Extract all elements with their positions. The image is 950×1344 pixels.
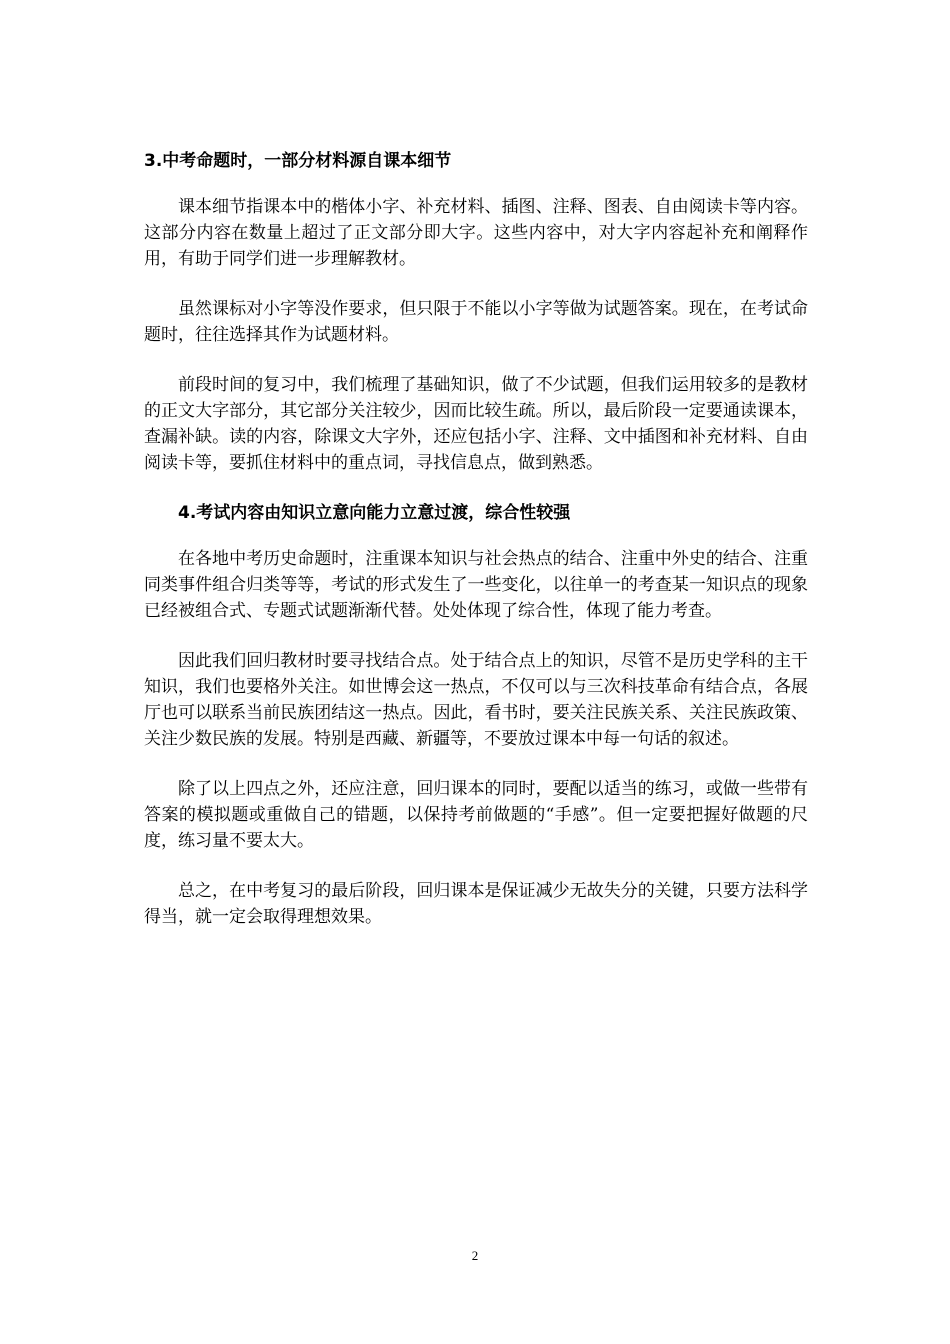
section-3-heading: 3.中考命题时，一部分材料源自课本细节 [144,151,452,171]
section-4-paragraph-4: 总之，在中考复习的最后阶段，回归课本是保证减少无故失分的关键，只要方法科学得当，就一定会取得理想效果。 [144,881,808,927]
section-4-paragraph-1: 在各地中考历史命题时，注重课本知识与社会热点的结合、注重中外史的结合、注重同类事件组合归类等等，考试的形式发生了一些变化，以往单一的考查某一知识点的现象已经被组合式、专题式试题渐渐代替。处处体现了综合性，体现了能力考查。 [144,549,808,621]
section-3-paragraph-1: 课本细节指课本中的楷体小字、补充材料、插图、注释、图表、自由阅读卡等内容。这部分内容在数量上超过了正文部分即大字。这些内容中，对大字内容起补充和阐释作用，有助于同学们进一步理解教材。 [144,197,808,269]
section-4-paragraph-2: 因此我们回归教材时要寻找结合点。处于结合点上的知识，尽管不是历史学科的主干知识，我们也要格外关注。如世博会这一热点，不仅可以与三次科技革命有结合点，各展厅也可以联系当前民族团结这一热点。因此，看书时，要关注民族关系、关注民族政策、关注少数民族的发展。特别是西藏、新疆等，不要放过课本中每一句话的叙述。 [144,651,808,749]
section-4-heading: 4.考试内容由知识立意向能力立意过渡，综合性较强 [178,503,571,523]
section-4-paragraph-3: 除了以上四点之外，还应注意，回归课本的同时，要配以适当的练习，或做一些带有答案的模拟题或重做自己的错题，以保持考前做题的“手感”。但一定要把握好做题的尺度，练习量不要太大。 [144,779,808,851]
section-3-paragraph-2: 虽然课标对小字等没作要求，但只限于不能以小字等做为试题答案。现在，在考试命题时，往往选择其作为试题材料。 [144,299,808,345]
section-3-paragraph-3: 前段时间的复习中，我们梳理了基础知识，做了不少试题，但我们运用较多的是教材的正文大字部分，其它部分关注较少，因而比较生疏。所以，最后阶段一定要通读课本，查漏补缺。读的内容，除课文大字外，还应包括小字、注释、文中插图和补充材料、自由阅读卡等，要抓住材料中的重点词，寻找信息点，做到熟悉。 [144,375,808,473]
page-number: 2 [471,1248,479,1263]
document-page [144,148,808,954]
